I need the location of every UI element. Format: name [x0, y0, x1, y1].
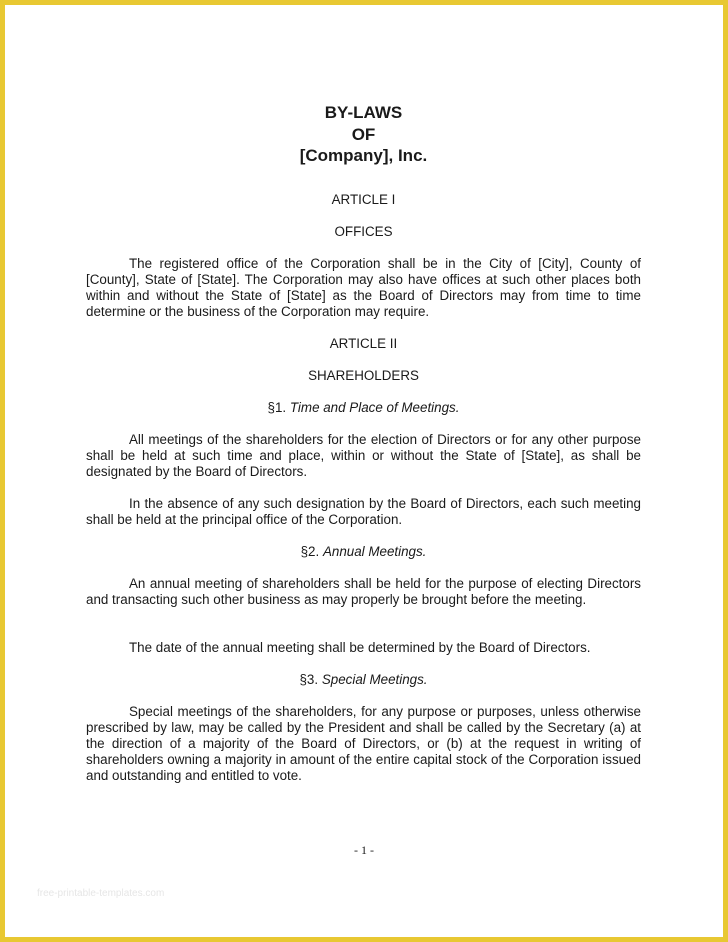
section-1-number: §1. — [267, 400, 287, 415]
title-line-of: OF — [351, 124, 376, 144]
section-1-title: Time and Place of Meetings. — [289, 400, 460, 415]
section-3-paragraph-1: Special meetings of the shareholders, for any purpose or purposes, unless otherwise prescribed by law, may be called by the President and shall be called by the Secretary (a) at the direction of a majority of the Board of Directors, or (b) at the request in writing of shareholders owning a majority in amount of the entire capital stock of the Corporation issued and outstanding and entitled to vote. — [86, 704, 641, 783]
section-2-title: Annual Meetings. — [322, 544, 427, 559]
section-2-number: §2. — [300, 544, 320, 559]
article-2-subheading: SHAREHOLDERS — [308, 368, 419, 383]
title-line-company: [Company], Inc. — [299, 146, 428, 165]
offices-paragraph: The registered office of the Corporation shall be in the City of [City], County of [County], State of [State]. The Corporation may also have offices at such other places both within and without the State of [State] as the Board of Directors may from time to time determine or the business of the Corporation may require. — [86, 256, 641, 319]
article-1-heading: ARTICLE I — [331, 192, 396, 207]
section-3-heading — [86, 672, 641, 688]
section-1-paragraph-2: In the absence of any such designation by the Board of Directors, each such meeting shall be held at the principal office of the Corporation. — [86, 496, 641, 527]
section-2-heading — [86, 544, 641, 560]
section-1-paragraph-1: All meetings of the shareholders for the election of Directors or for any other purpose shall be held at such time and place, within or without the State of [State], as shall be designated by the Board of Directors. — [86, 432, 641, 479]
title-line-bylaws: BY-LAWS — [324, 103, 403, 122]
section-2-paragraph-1: An annual meeting of shareholders shall be held for the purpose of electing Directors and transacting such other business as may properly be brought before the meeting. — [86, 576, 641, 607]
document-title — [86, 102, 641, 167]
section-2-paragraph-2: The date of the annual meeting shall be determined by the Board of Directors. — [129, 640, 591, 655]
article-2-heading: ARTICLE II — [329, 336, 398, 351]
section-3-number: §3. — [299, 672, 319, 687]
watermark-text: free-printable-templates.com — [37, 888, 165, 899]
page-number: - 1 - — [354, 843, 374, 857]
article-1-subheading: OFFICES — [334, 224, 393, 239]
section-3-title: Special Meetings. — [321, 672, 428, 687]
document-page — [5, 5, 723, 937]
section-1-heading — [86, 400, 641, 416]
